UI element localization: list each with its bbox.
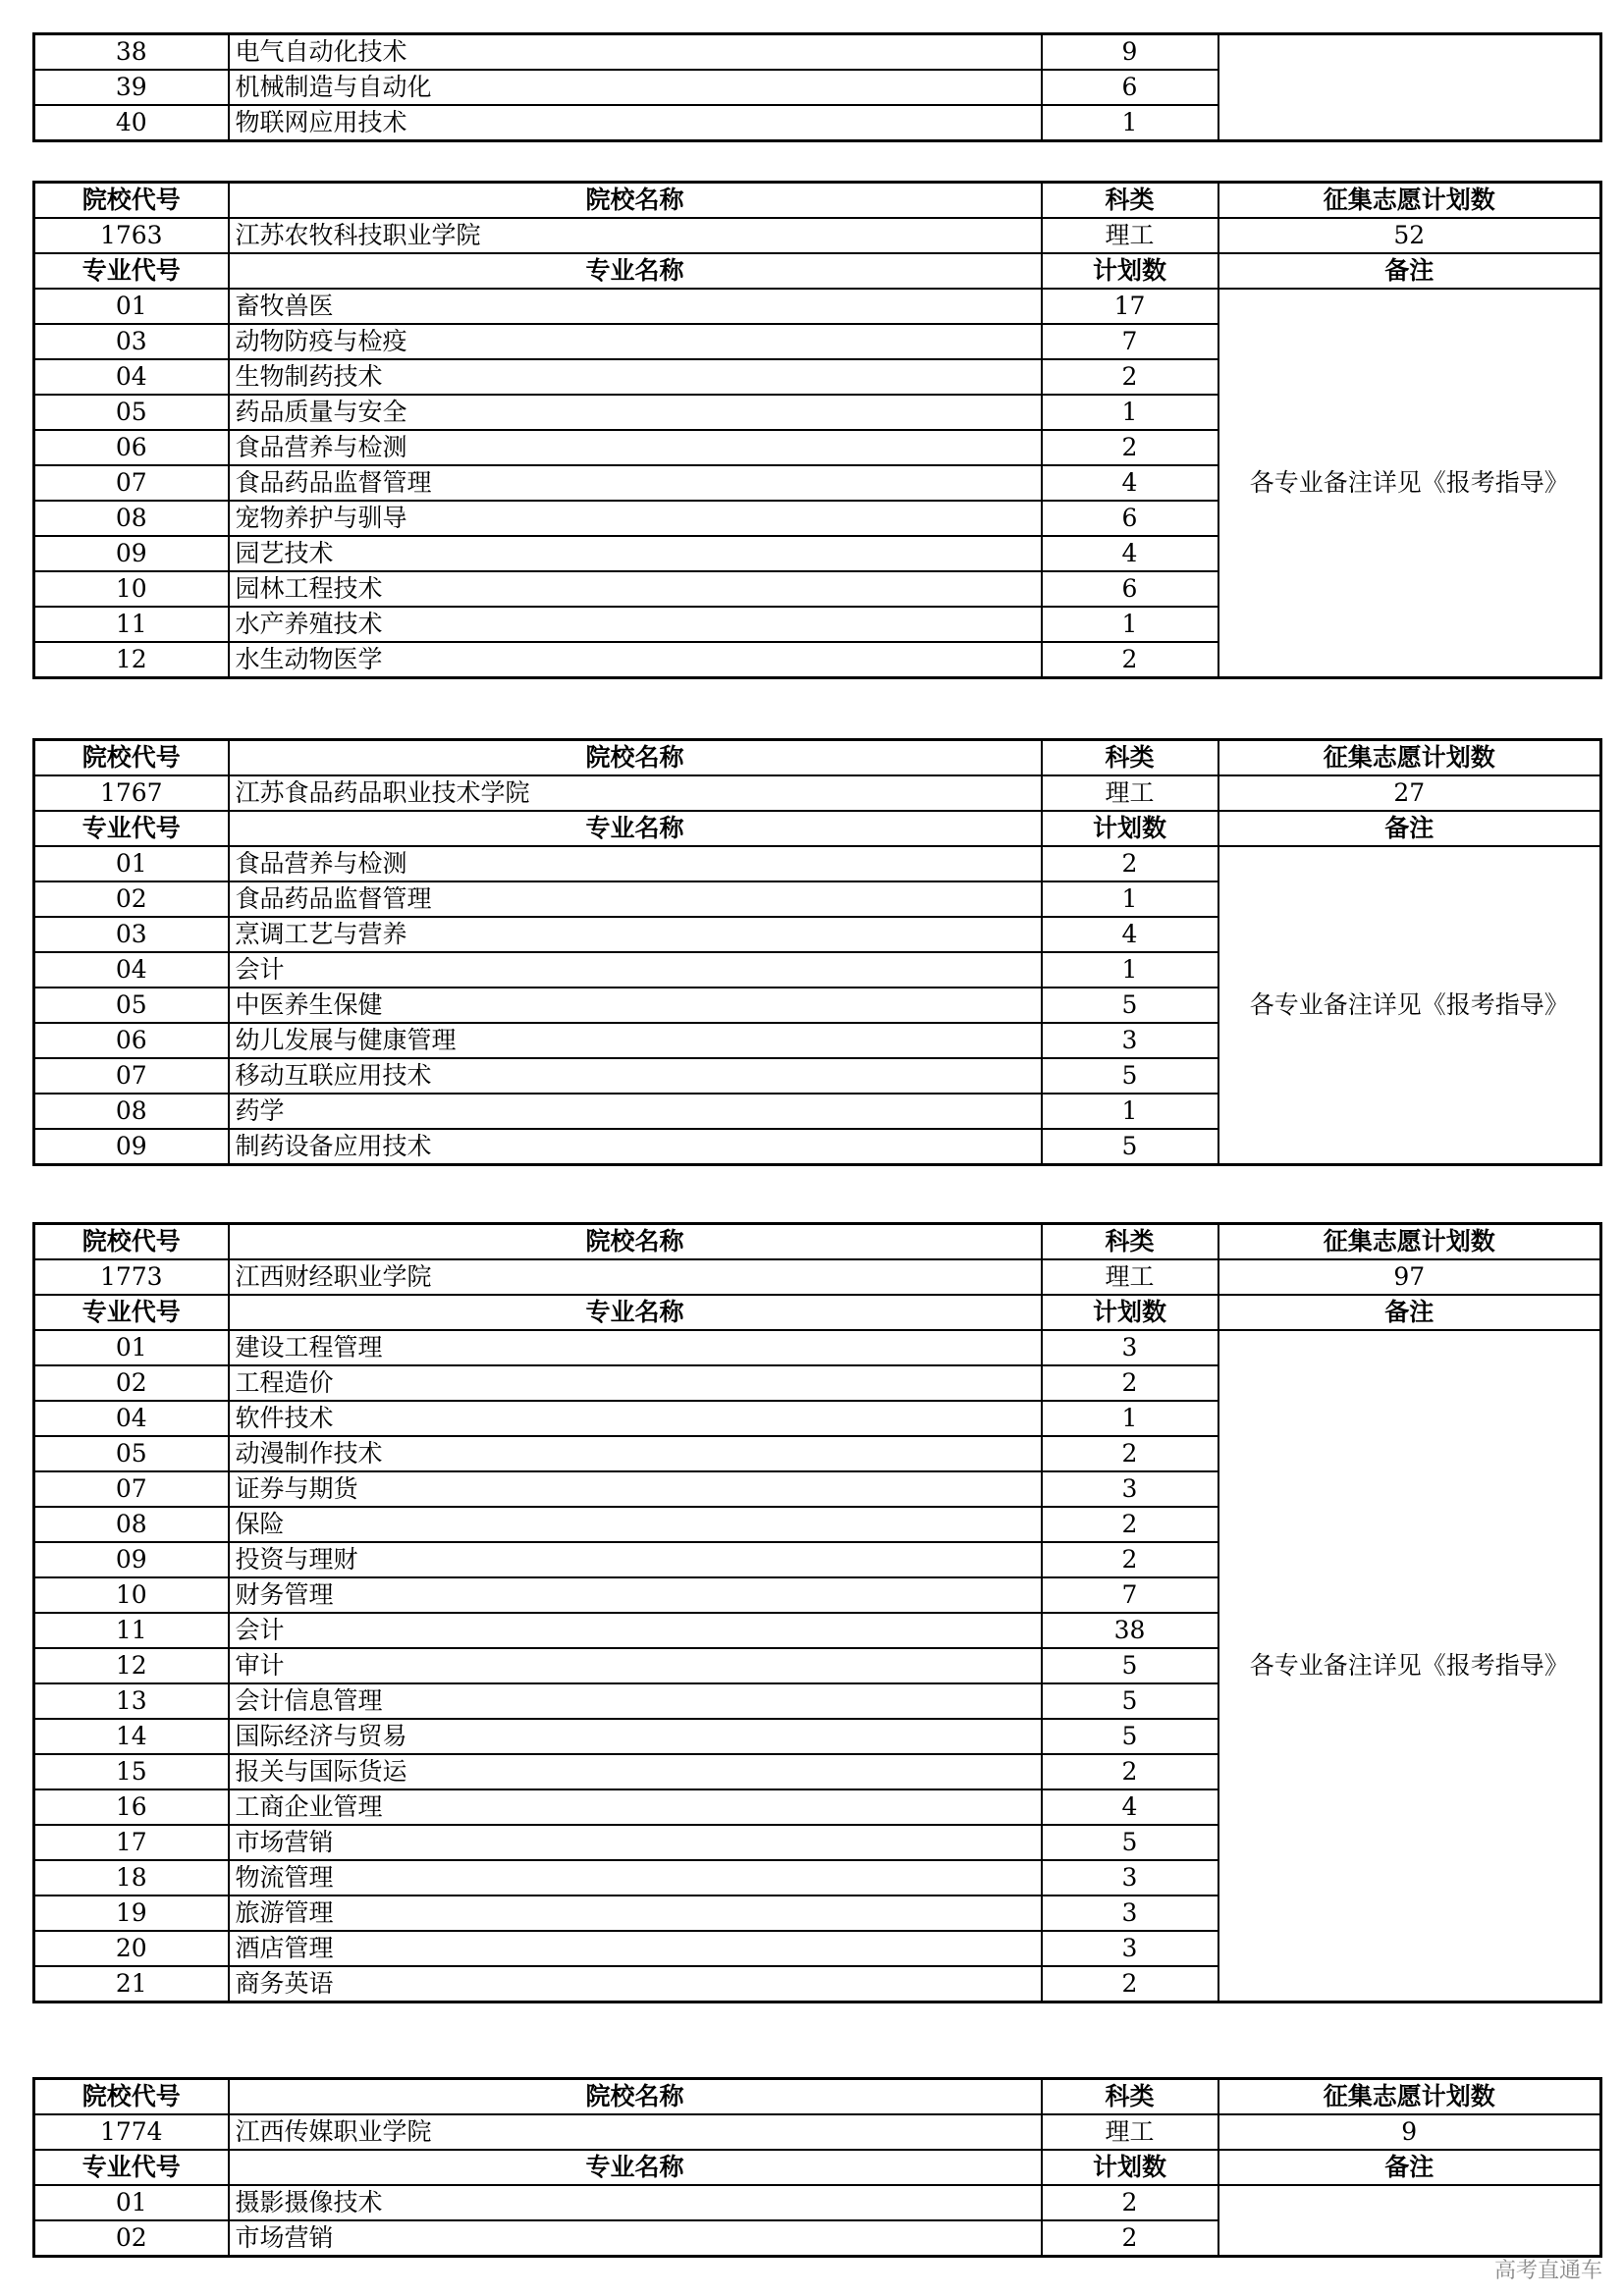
header-remark: 备注 (1218, 2150, 1601, 2185)
major-plan: 5 (1042, 1719, 1218, 1754)
major-name: 药品质量与安全 (229, 395, 1042, 430)
header-school-code: 院校代号 (34, 1224, 229, 1260)
school-total: 52 (1218, 218, 1601, 253)
major-code: 10 (34, 1577, 229, 1613)
major-code: 08 (34, 501, 229, 536)
major-name: 酒店管理 (229, 1931, 1042, 1966)
header-major-code: 专业代号 (34, 253, 229, 289)
major-name: 食品药品监督管理 (229, 881, 1042, 917)
header-category: 科类 (1042, 740, 1218, 776)
school-category: 理工 (1042, 775, 1218, 811)
header-category: 科类 (1042, 2079, 1218, 2115)
major-code: 01 (34, 2185, 229, 2220)
major-code: 21 (34, 1966, 229, 2002)
header-major-code: 专业代号 (34, 811, 229, 846)
school-header-row (34, 2079, 1601, 2115)
major-code: 09 (34, 1129, 229, 1165)
major-plan: 3 (1042, 1471, 1218, 1507)
header-major-code: 专业代号 (34, 2150, 229, 2185)
major-plan: 2 (1042, 359, 1218, 395)
major-plan: 38 (1042, 1613, 1218, 1648)
header-category: 科类 (1042, 183, 1218, 219)
major-plan: 2 (1042, 2220, 1218, 2257)
major-code: 18 (34, 1860, 229, 1896)
school-total: 27 (1218, 775, 1601, 811)
major-plan: 3 (1042, 1931, 1218, 1966)
major-header-row (34, 253, 1601, 289)
major-name: 食品药品监督管理 (229, 465, 1042, 501)
major-plan: 2 (1042, 1507, 1218, 1542)
major-code: 14 (34, 1719, 229, 1754)
continuation-table (32, 32, 1599, 142)
major-name: 移动互联应用技术 (229, 1058, 1042, 1094)
school-info-row (34, 775, 1601, 811)
major-name: 财务管理 (229, 1577, 1042, 1613)
major-plan: 2 (1042, 1754, 1218, 1789)
school-total: 9 (1218, 2114, 1601, 2150)
major-plan: 5 (1042, 1058, 1218, 1094)
major-plan: 3 (1042, 1860, 1218, 1896)
table-row (34, 289, 1601, 324)
major-plan: 6 (1042, 501, 1218, 536)
school-table (32, 181, 1602, 679)
major-plan: 1 (1042, 1401, 1218, 1436)
major-code: 05 (34, 1436, 229, 1471)
major-code: 05 (34, 395, 229, 430)
major-plan: 5 (1042, 1129, 1218, 1165)
major-plan: 1 (1042, 952, 1218, 988)
major-plan: 2 (1042, 1365, 1218, 1401)
major-code: 11 (34, 1613, 229, 1648)
major-name: 摄影摄像技术 (229, 2185, 1042, 2220)
major-code: 02 (34, 1365, 229, 1401)
remark-cell: 各专业备注详见《报考指导》 (1218, 289, 1601, 678)
major-name: 物流管理 (229, 1860, 1042, 1896)
header-school-code: 院校代号 (34, 740, 229, 776)
school-code: 1767 (34, 775, 229, 811)
major-name: 报关与国际货运 (229, 1754, 1042, 1789)
major-code: 04 (34, 952, 229, 988)
major-name: 食品营养与检测 (229, 846, 1042, 881)
school-block-1773 (32, 1222, 1599, 2003)
major-code: 04 (34, 359, 229, 395)
major-plan: 5 (1042, 1683, 1218, 1719)
school-info-row (34, 2114, 1601, 2150)
major-code: 02 (34, 881, 229, 917)
major-name: 水产养殖技术 (229, 607, 1042, 642)
school-table (32, 2077, 1602, 2258)
header-major-name: 专业名称 (229, 811, 1042, 846)
header-remark: 备注 (1218, 1295, 1601, 1330)
major-name: 药学 (229, 1094, 1042, 1129)
major-plan: 2 (1042, 1966, 1218, 2002)
major-code: 07 (34, 1471, 229, 1507)
major-plan: 17 (1042, 289, 1218, 324)
major-name: 中医养生保健 (229, 988, 1042, 1023)
header-plan-total: 征集志愿计划数 (1218, 740, 1601, 776)
major-name: 畜牧兽医 (229, 289, 1042, 324)
major-plan: 7 (1042, 324, 1218, 359)
major-name: 食品营养与检测 (229, 430, 1042, 465)
table-row (34, 2185, 1601, 2220)
major-code: 01 (34, 1330, 229, 1365)
major-header-row (34, 811, 1601, 846)
major-code: 16 (34, 1789, 229, 1825)
school-code: 1774 (34, 2114, 229, 2150)
header-plan: 计划数 (1042, 2150, 1218, 2185)
school-block-1767 (32, 738, 1599, 1166)
header-major-name: 专业名称 (229, 253, 1042, 289)
major-code: 02 (34, 2220, 229, 2257)
remark-cell: 各专业备注详见《报考指导》 (1218, 1330, 1601, 2002)
school-info-row (34, 1259, 1601, 1295)
major-name: 审计 (229, 1648, 1042, 1683)
major-name: 投资与理财 (229, 1542, 1042, 1577)
major-name: 工商企业管理 (229, 1789, 1042, 1825)
header-school-code: 院校代号 (34, 2079, 229, 2115)
header-plan: 计划数 (1042, 253, 1218, 289)
school-name: 江西传媒职业学院 (229, 2114, 1042, 2150)
major-plan: 3 (1042, 1896, 1218, 1931)
header-school-name: 院校名称 (229, 740, 1042, 776)
header-major-code: 专业代号 (34, 1295, 229, 1330)
school-category: 理工 (1042, 1259, 1218, 1295)
major-header-row (34, 2150, 1601, 2185)
header-remark: 备注 (1218, 811, 1601, 846)
major-name: 证券与期货 (229, 1471, 1042, 1507)
table-row (34, 846, 1601, 881)
major-plan: 6 (1042, 571, 1218, 607)
major-plan: 2 (1042, 846, 1218, 881)
major-plan: 2 (1042, 1436, 1218, 1471)
major-code: 13 (34, 1683, 229, 1719)
major-plan: 1 (1042, 881, 1218, 917)
school-category: 理工 (1042, 2114, 1218, 2150)
major-name: 会计信息管理 (229, 1683, 1042, 1719)
major-name: 旅游管理 (229, 1896, 1042, 1931)
major-name: 保险 (229, 1507, 1042, 1542)
table-row: 38 电气自动化技术 9 (34, 34, 1601, 71)
major-plan: 2 (1042, 1542, 1218, 1577)
major-name: 园林工程技术 (229, 571, 1042, 607)
remark-cell (1218, 34, 1601, 141)
major-plan: 4 (1042, 917, 1218, 952)
major-code: 01 (34, 289, 229, 324)
major-code: 04 (34, 1401, 229, 1436)
table-row (34, 1330, 1601, 1365)
major-code: 09 (34, 536, 229, 571)
major-plan: 4 (1042, 1789, 1218, 1825)
school-name: 江苏农牧科技职业学院 (229, 218, 1042, 253)
major-plan: 2 (1042, 642, 1218, 678)
table-row: 39 机械制造与自动化 6 (34, 70, 1601, 105)
header-plan-total: 征集志愿计划数 (1218, 2079, 1601, 2115)
header-plan-total: 征集志愿计划数 (1218, 1224, 1601, 1260)
major-plan: 3 (1042, 1023, 1218, 1058)
school-code: 1763 (34, 218, 229, 253)
major-code: 17 (34, 1825, 229, 1860)
header-plan: 计划数 (1042, 1295, 1218, 1330)
major-code: 12 (34, 642, 229, 678)
major-name: 建设工程管理 (229, 1330, 1042, 1365)
major-code: 03 (34, 324, 229, 359)
school-header-row (34, 183, 1601, 219)
major-name: 制药设备应用技术 (229, 1129, 1042, 1165)
major-plan: 1 (1042, 395, 1218, 430)
school-table (32, 738, 1602, 1166)
school-info-row (34, 218, 1601, 253)
major-name: 商务英语 (229, 1966, 1042, 2002)
major-code: 08 (34, 1507, 229, 1542)
school-header-row (34, 1224, 1601, 1260)
school-name: 江苏食品药品职业技术学院 (229, 775, 1042, 811)
school-name: 江西财经职业学院 (229, 1259, 1042, 1295)
major-plan: 7 (1042, 1577, 1218, 1613)
major-plan: 1 (1042, 1094, 1218, 1129)
school-total: 97 (1218, 1259, 1601, 1295)
major-plan: 5 (1042, 1648, 1218, 1683)
major-code: 05 (34, 988, 229, 1023)
school-block-1763 (32, 181, 1599, 679)
major-name: 动漫制作技术 (229, 1436, 1042, 1471)
school-header-row (34, 740, 1601, 776)
major-name: 会计 (229, 1613, 1042, 1648)
table-row: 40 物联网应用技术 1 (34, 105, 1601, 141)
major-code: 01 (34, 846, 229, 881)
school-code: 1773 (34, 1259, 229, 1295)
major-plan: 2 (1042, 2185, 1218, 2220)
header-category: 科类 (1042, 1224, 1218, 1260)
major-name: 园艺技术 (229, 536, 1042, 571)
major-name: 水生动物医学 (229, 642, 1042, 678)
major-plan: 5 (1042, 1825, 1218, 1860)
major-plan: 2 (1042, 430, 1218, 465)
major-code: 08 (34, 1094, 229, 1129)
major-header-row (34, 1295, 1601, 1330)
major-plan: 4 (1042, 465, 1218, 501)
major-plan: 3 (1042, 1330, 1218, 1365)
major-plan: 4 (1042, 536, 1218, 571)
major-code: 11 (34, 607, 229, 642)
major-plan: 5 (1042, 988, 1218, 1023)
major-code: 10 (34, 571, 229, 607)
major-code: 09 (34, 1542, 229, 1577)
major-code: 06 (34, 1023, 229, 1058)
major-name: 宠物养护与驯导 (229, 501, 1042, 536)
header-school-name: 院校名称 (229, 183, 1042, 219)
major-code: 07 (34, 1058, 229, 1094)
remark-cell: 各专业备注详见《报考指导》 (1218, 846, 1601, 1165)
major-code: 15 (34, 1754, 229, 1789)
header-school-name: 院校名称 (229, 1224, 1042, 1260)
major-code: 20 (34, 1931, 229, 1966)
header-remark: 备注 (1218, 253, 1601, 289)
header-plan: 计划数 (1042, 811, 1218, 846)
header-school-name: 院校名称 (229, 2079, 1042, 2115)
school-category: 理工 (1042, 218, 1218, 253)
major-code: 07 (34, 465, 229, 501)
major-name: 软件技术 (229, 1401, 1042, 1436)
header-major-name: 专业名称 (229, 1295, 1042, 1330)
header-plan-total: 征集志愿计划数 (1218, 183, 1601, 219)
major-name: 生物制药技术 (229, 359, 1042, 395)
school-table (32, 1222, 1602, 2003)
major-plan: 1 (1042, 607, 1218, 642)
major-name: 市场营销 (229, 1825, 1042, 1860)
major-code: 03 (34, 917, 229, 952)
header-school-code: 院校代号 (34, 183, 229, 219)
major-name: 会计 (229, 952, 1042, 988)
major-name: 工程造价 (229, 1365, 1042, 1401)
major-name: 国际经济与贸易 (229, 1719, 1042, 1754)
major-name: 动物防疫与检疫 (229, 324, 1042, 359)
remark-cell (1218, 2185, 1601, 2257)
header-major-name: 专业名称 (229, 2150, 1042, 2185)
school-block-1774 (32, 2077, 1599, 2258)
major-code: 19 (34, 1896, 229, 1931)
major-code: 12 (34, 1648, 229, 1683)
footer-watermark: 高考直通车 (1493, 2259, 1602, 2283)
major-name: 烹调工艺与营养 (229, 917, 1042, 952)
major-name: 幼儿发展与健康管理 (229, 1023, 1042, 1058)
major-name: 市场营销 (229, 2220, 1042, 2257)
major-code: 06 (34, 430, 229, 465)
